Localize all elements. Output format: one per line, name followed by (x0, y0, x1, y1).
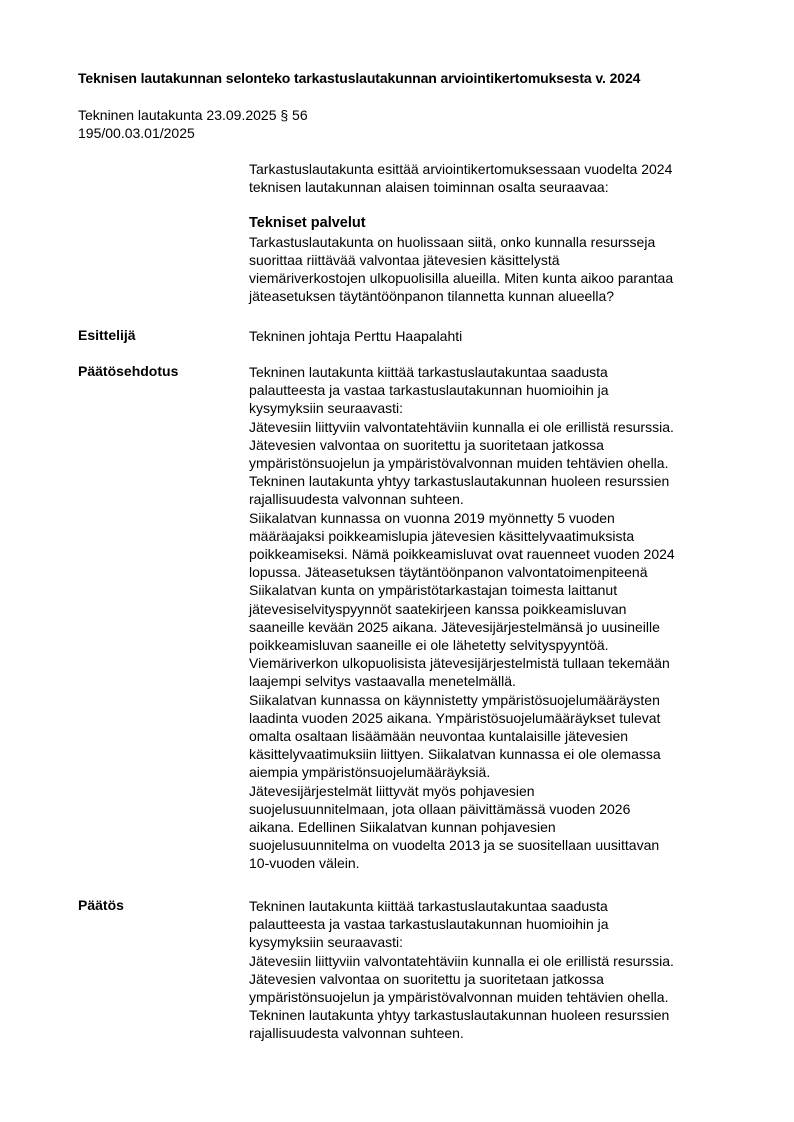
proposal-line: Jätevesijärjestelmät liittyvät myös pohjavesien (249, 782, 535, 799)
proposal-line: Jätevesiin liittyviin valvontatehtäviin kunnalla ei ole erillistä resurssia. (249, 418, 674, 435)
intro-sub-line: suorittaa riittävää valvontaa jätevesien käsittelystä (249, 251, 560, 268)
subheading-tekniset-palvelut: Tekniset palvelut (249, 215, 366, 232)
decision-line: ympäristönsuojelun ja ympäristövalvonnan muiden tehtävien ohella. (249, 989, 669, 1006)
proposal-line: laadinta vuoden 2025 aikana. Ympäristösuojelumääräykset tulevat (249, 709, 661, 726)
proposal-line: Siikalatvan kunta on ympäristötarkastajan toimesta laittanut (249, 582, 618, 599)
proposal-line: aikana. Edellinen Siikalatvan kunnan pohjavesien (249, 819, 556, 836)
proposal-line: kysymyksiin seuraavasti: (249, 400, 404, 417)
proposal-line: omalta osaltaan lisäämään neuvontaa kuntalaisille jätevesien (249, 728, 629, 745)
decision-line: rajallisuudesta valvonnan suhteen. (249, 1025, 464, 1042)
proposal-line: Siikalatvan kunnassa on vuonna 2019 myönnetty 5 vuoden (249, 509, 615, 526)
proposal-line: määräajaksi poikkeamislupia jätevesien käsittelyvaatimuksista (249, 527, 635, 544)
presenter-name: Tekninen johtaja Perttu Haapalahti (249, 328, 463, 344)
proposal-line: ympäristönsuojelun ja ympäristövalvonnan muiden tehtävien ohella. (249, 455, 669, 472)
proposal-line: Viemäriverkon ulkopuolisista jätevesijärjestelmistä tullaan tekemään (249, 655, 670, 672)
decision-line: Jätevesiin liittyviin valvontatehtäviin kunnalla ei ole erillistä resurssia. (249, 952, 674, 969)
intro-body (249, 160, 749, 305)
intro-sub-line: viemäriverkostojen ulkopuolisilla alueilla. Miten kunta aikoo parantaa (249, 270, 674, 287)
intro-sub-line: jäteasetuksen täytäntöönpanon tilannetta kunnan alueella? (249, 288, 615, 305)
presenter-label: Esittelijä (78, 327, 136, 343)
proposal-label: Päätösehdotus (78, 363, 179, 379)
record-id: 195/00.03.01/2025 (78, 125, 195, 141)
proposal-line: 10-vuoden välein. (249, 855, 360, 872)
proposal-line: laajempi selvitys vastaavalla menetelmällä. (249, 673, 516, 690)
proposal-line: Tekninen lautakunta kiittää tarkastuslautakuntaa saadusta (249, 364, 608, 380)
decision-line: palautteesta ja vastaa tarkastuslautakunnan huomioihin ja (249, 916, 609, 933)
document-title: Teknisen lautakunnan selonteko tarkastuslautakunnan arviointikertomuksesta v. 2024 (78, 70, 641, 86)
proposal-line: Jätevesien valvontaa on suoritettu ja suoritetaan jatkossa (249, 436, 604, 453)
intro-line: teknisen lautakunnan alaisen toiminnan osalta seuraavaa: (249, 179, 609, 196)
proposal-line: aiempia ympäristönsuojelumääräyksiä. (249, 764, 491, 781)
decision-line: Tekninen lautakunta kiittää tarkastuslautakuntaa saadusta (249, 898, 608, 914)
proposal-line: palautteesta ja vastaa tarkastuslautakunnan huomioihin ja (249, 382, 609, 399)
proposal-line: suojelusuunnitelma on vuodelta 2013 ja se suositellaan uusittavan (249, 837, 660, 854)
proposal-line: jätevesiselvityspyynnöt saatekirjeen kanssa poikkeamisluvan (249, 600, 627, 617)
proposal-line: suojelusuunnitelmaan, jota ollaan päivittämässä vuoden 2026 (249, 800, 631, 817)
intro-sub-line: Tarkastuslautakunta on huolissaan siitä, onko kunnalla resursseja (249, 233, 656, 250)
decision-body (249, 897, 749, 1043)
proposal-line: rajallisuudesta valvonnan suhteen. (249, 491, 464, 508)
decision-label: Päätös (78, 897, 124, 913)
intro-line: Tarkastuslautakunta esittää arviointikertomuksessaan vuodelta 2024 (249, 161, 673, 177)
decision-line: Jätevesien valvontaa on suoritettu ja suoritetaan jatkossa (249, 970, 604, 987)
proposal-line: käsittelyvaatimuksiin liittyen. Siikalatvan kunnassa ei ole olemassa (249, 746, 661, 763)
proposal-line: saaneille kevään 2025 aikana. Jätevesijärjestelmänsä jo uusineille (249, 618, 660, 635)
decision-line: Tekninen lautakunta yhtyy tarkastuslautakunnan huoleen resurssien (249, 1007, 670, 1024)
proposal-line: poikkeamiseksi. Nämä poikkeamisluvat ovat rauenneet vuoden 2024 (249, 546, 675, 563)
proposal-line: lopussa. Jäteasetuksen täytäntöönpanon valvontatoimenpiteenä (249, 564, 648, 581)
proposal-body (249, 363, 749, 873)
presenter-value (249, 327, 749, 345)
meeting-meta (78, 106, 308, 142)
proposal-line: Siikalatvan kunnassa on käynnistetty ympäristösuojelumääräysten (249, 691, 660, 708)
proposal-line: Tekninen lautakunta yhtyy tarkastuslautakunnan huoleen resurssien (249, 473, 670, 490)
decision-line: kysymyksiin seuraavasti: (249, 934, 404, 951)
proposal-line: poikkeamisluvan saaneille ei ole lähetetty selvityspyyntöä. (249, 637, 609, 654)
meeting-info: Tekninen lautakunta 23.09.2025 § 56 (78, 107, 308, 123)
